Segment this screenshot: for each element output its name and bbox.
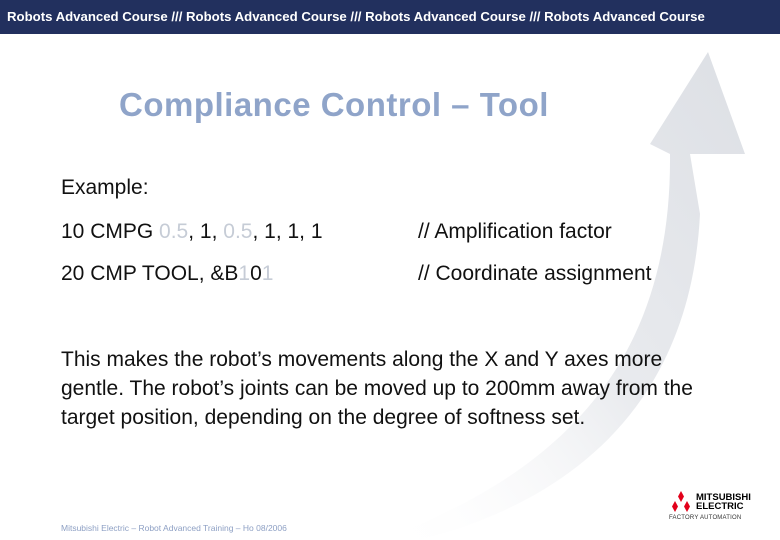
bit-digit: 1 — [238, 262, 251, 285]
highlight-value: 0.5 — [223, 220, 253, 243]
description-paragraph: This makes the robot’s movements along the X and Y axes more gentle. The robot’s joints can be moved up to 200mm away from the target position, depending on the degree of softness set. — [61, 348, 693, 429]
code-line-cmpg — [61, 220, 323, 244]
three-diamonds-icon — [669, 491, 693, 513]
mitsubishi-logo — [669, 491, 769, 525]
code-line-cmp-tool — [61, 262, 273, 286]
code-rest: , 1, 1, 1 — [252, 220, 323, 243]
highlight-value: 0.5 — [159, 220, 189, 243]
course-banner: Robots Advanced Course /// Robots Advanced Course /// Robots Advanced Course /// Robots Advanced Course — [0, 0, 780, 34]
bit-digit: 1 — [261, 262, 274, 285]
logo-line2: ELECTRIC — [696, 501, 744, 512]
separator: , — [188, 220, 200, 243]
bit-digit: 0 — [250, 262, 262, 285]
code-prefix: 10 CMPG — [61, 220, 160, 243]
plain-value: 1 — [199, 220, 212, 243]
separator: , — [211, 220, 224, 243]
code-prefix: 20 CMP TOOL, &B — [61, 262, 239, 285]
logo-subtitle: FACTORY AUTOMATION — [669, 515, 742, 521]
comment-amplification: // Amplification factor — [418, 220, 612, 243]
logo-wordmark — [696, 493, 751, 511]
logo-line1: MITSUBISHI — [696, 492, 751, 503]
slide-title: Compliance Control – Tool — [119, 86, 549, 123]
comment-coordinate: // Coordinate assignment — [418, 262, 652, 285]
footer-text: Mitsubishi Electric – Robot Advanced Training – Ho 08/2006 — [61, 523, 287, 533]
example-label: Example: — [61, 176, 149, 199]
